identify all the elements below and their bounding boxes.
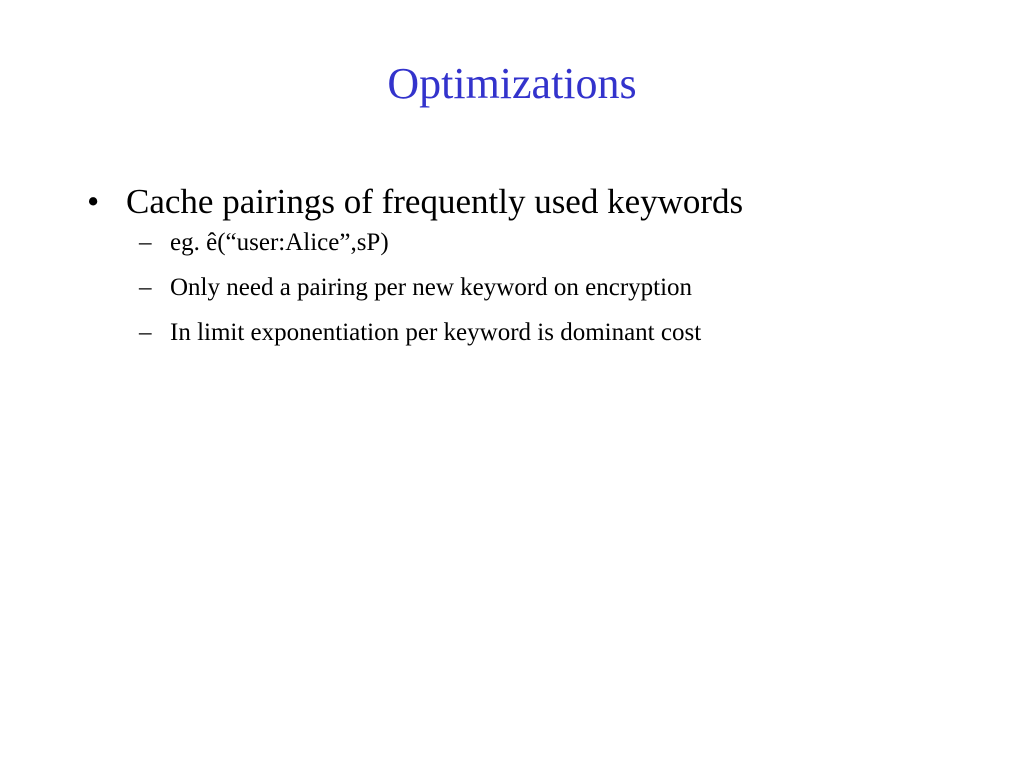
slide-title: Optimizations — [387, 59, 637, 108]
bullet-text: Cache pairings of frequently used keywords — [126, 182, 744, 221]
sub-bullet-item — [82, 318, 982, 348]
bullet-marker: • — [87, 182, 100, 221]
sub-bullet-text: eg. ê(“user:Alice”,sP) — [170, 229, 389, 256]
sub-bullet-item — [82, 228, 982, 258]
dash-marker: – — [139, 274, 152, 301]
dash-marker: – — [139, 229, 152, 256]
dash-marker: – — [139, 319, 152, 346]
sub-bullet-item — [82, 273, 982, 303]
bullet-item — [82, 178, 982, 226]
slide-body — [82, 178, 982, 363]
sub-bullet-text: Only need a pairing per new keyword on encryption — [170, 274, 693, 301]
sub-bullet-text: In limit exponentiation per keyword is dominant cost — [170, 319, 702, 346]
sub-bullet-list — [82, 228, 982, 348]
